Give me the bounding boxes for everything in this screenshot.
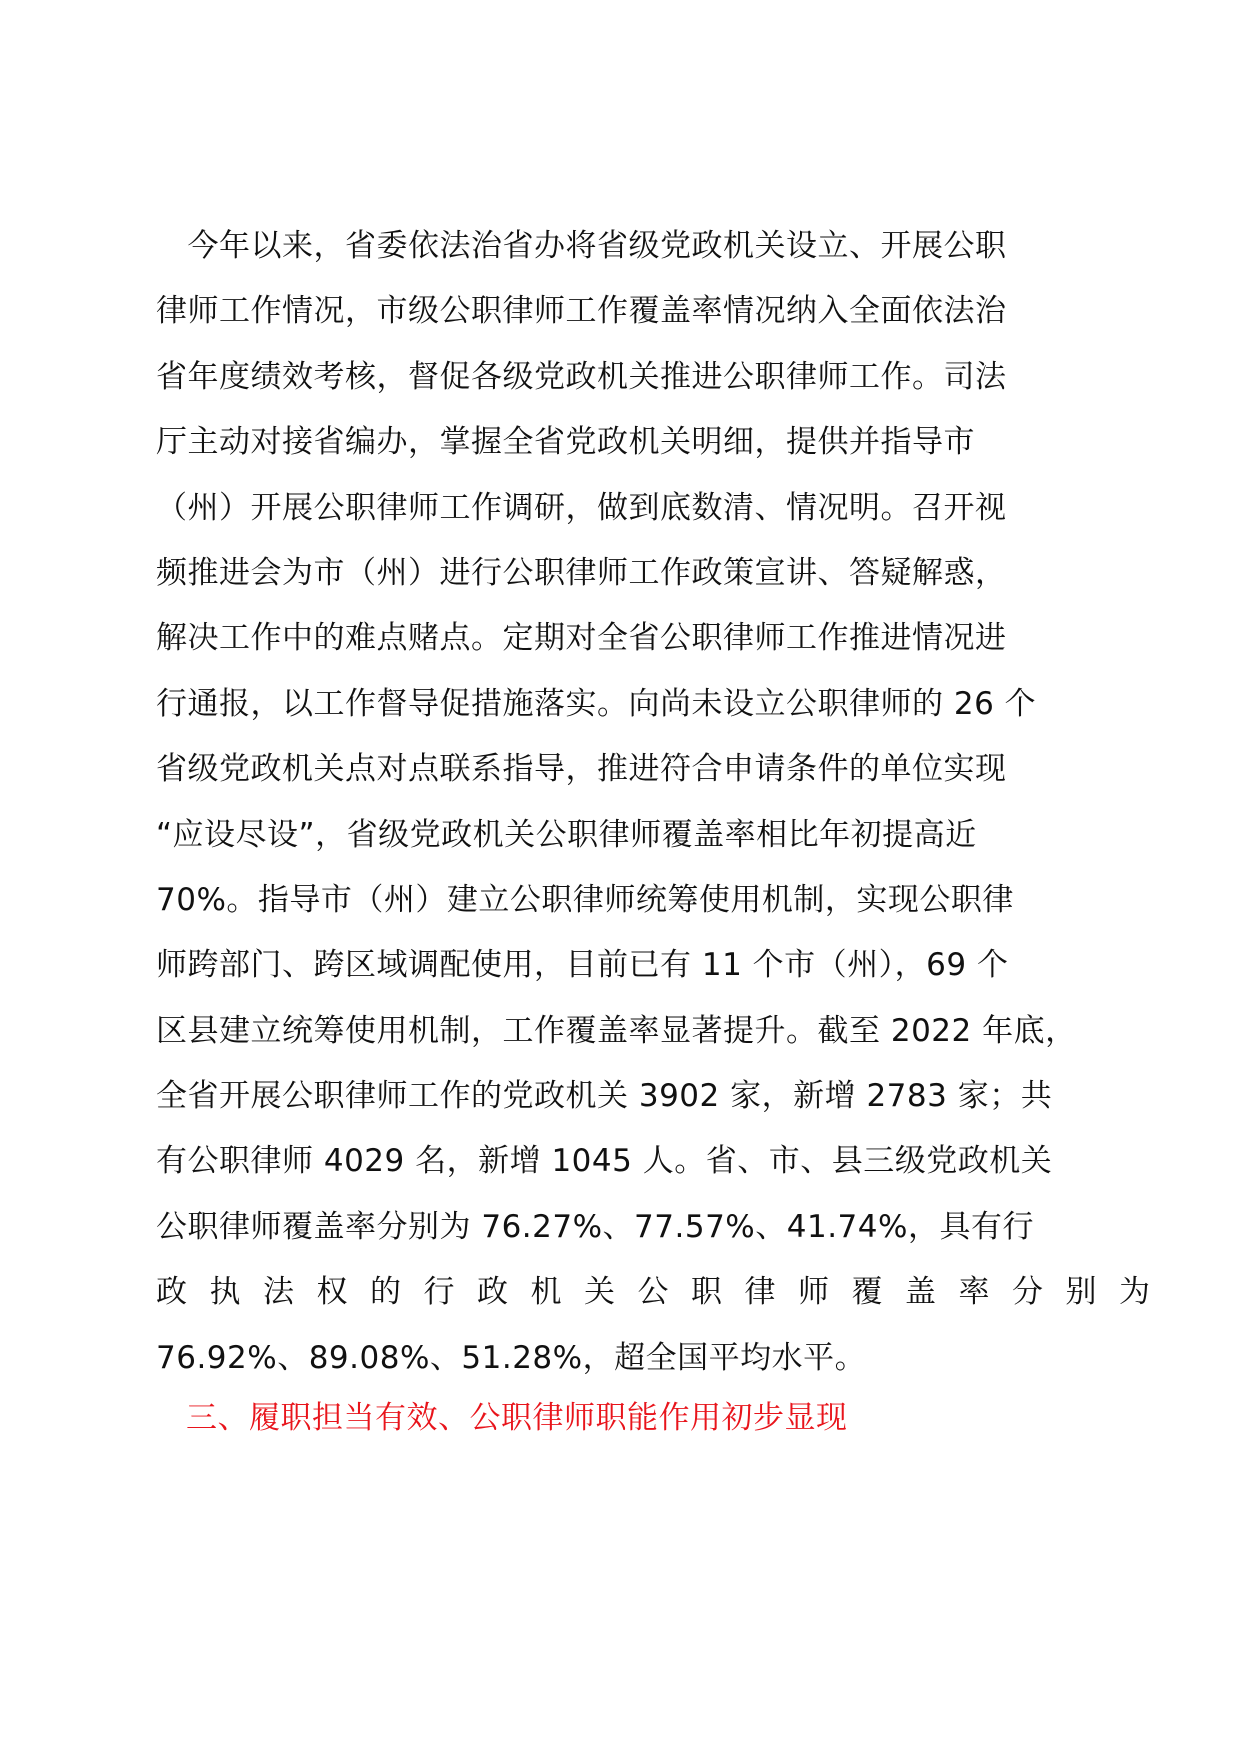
paragraph-line: 区县建立统筹使用机制，工作覆盖率显著提升。截至 2022 年底，	[156, 1012, 1077, 1049]
paragraph-line: “应设尽设”，省级党政机关公职律师覆盖率相比年初提高近	[156, 816, 977, 853]
paragraph-line: （州）开展公职律师工作调研，做到底数清、情况明。召开视	[156, 489, 1007, 526]
paragraph-line: 全省开展公职律师工作的党政机关 3902 家，新增 2783 家；共	[156, 1078, 1053, 1115]
paragraph-line: 厅主动对接省编办，掌握全省党政机关明细，提供并指导市	[156, 424, 975, 461]
paragraph-line: 政执法权的行政机关公职律师覆盖率分别为	[156, 1274, 1173, 1311]
paragraph-line: 省级党政机关点对点联系指导，推进符合申请条件的单位实现	[156, 751, 1007, 788]
paragraph-line: 有公职律师 4029 名，新增 1045 人。省、市、县三级党政机关	[156, 1143, 1053, 1180]
paragraph-line: 今年以来，省委依法治省办将省级党政机关设立、开展公职	[156, 228, 1007, 264]
paragraph-line: 省年度绩效考核，督促各级党政机关推进公职律师工作。司法	[156, 358, 1007, 395]
paragraph-line: 解决工作中的难点赌点。定期对全省公职律师工作推进情况进	[156, 620, 1007, 657]
paragraph-line: 师跨部门、跨区域调配使用，目前已有 11 个市（州），69 个	[156, 947, 1009, 984]
paragraph-line: 行通报，以工作督导促措施落实。向尚未设立公职律师的 26 个	[156, 685, 1037, 722]
paragraph-line: 公职律师覆盖率分别为 76.27%、77.57%、41.74%，具有行	[156, 1208, 1034, 1245]
paragraph-line: 70%。指导市（州）建立公职律师统筹使用机制，实现公职律	[156, 881, 1014, 918]
body-paragraph	[156, 214, 1173, 1391]
paragraph-line: 律师工作情况，市级公职律师工作覆盖率情况纳入全面依法治	[156, 293, 1007, 330]
paragraph-line: 76.92%、89.08%、51.28%，超全国平均水平。	[156, 1339, 867, 1376]
section-heading: 三、履职担当有效、公职律师职能作用初步显现	[186, 1400, 848, 1436]
paragraph-line: 频推进会为市（州）进行公职律师工作政策宣讲、答疑解惑，	[156, 554, 1007, 591]
